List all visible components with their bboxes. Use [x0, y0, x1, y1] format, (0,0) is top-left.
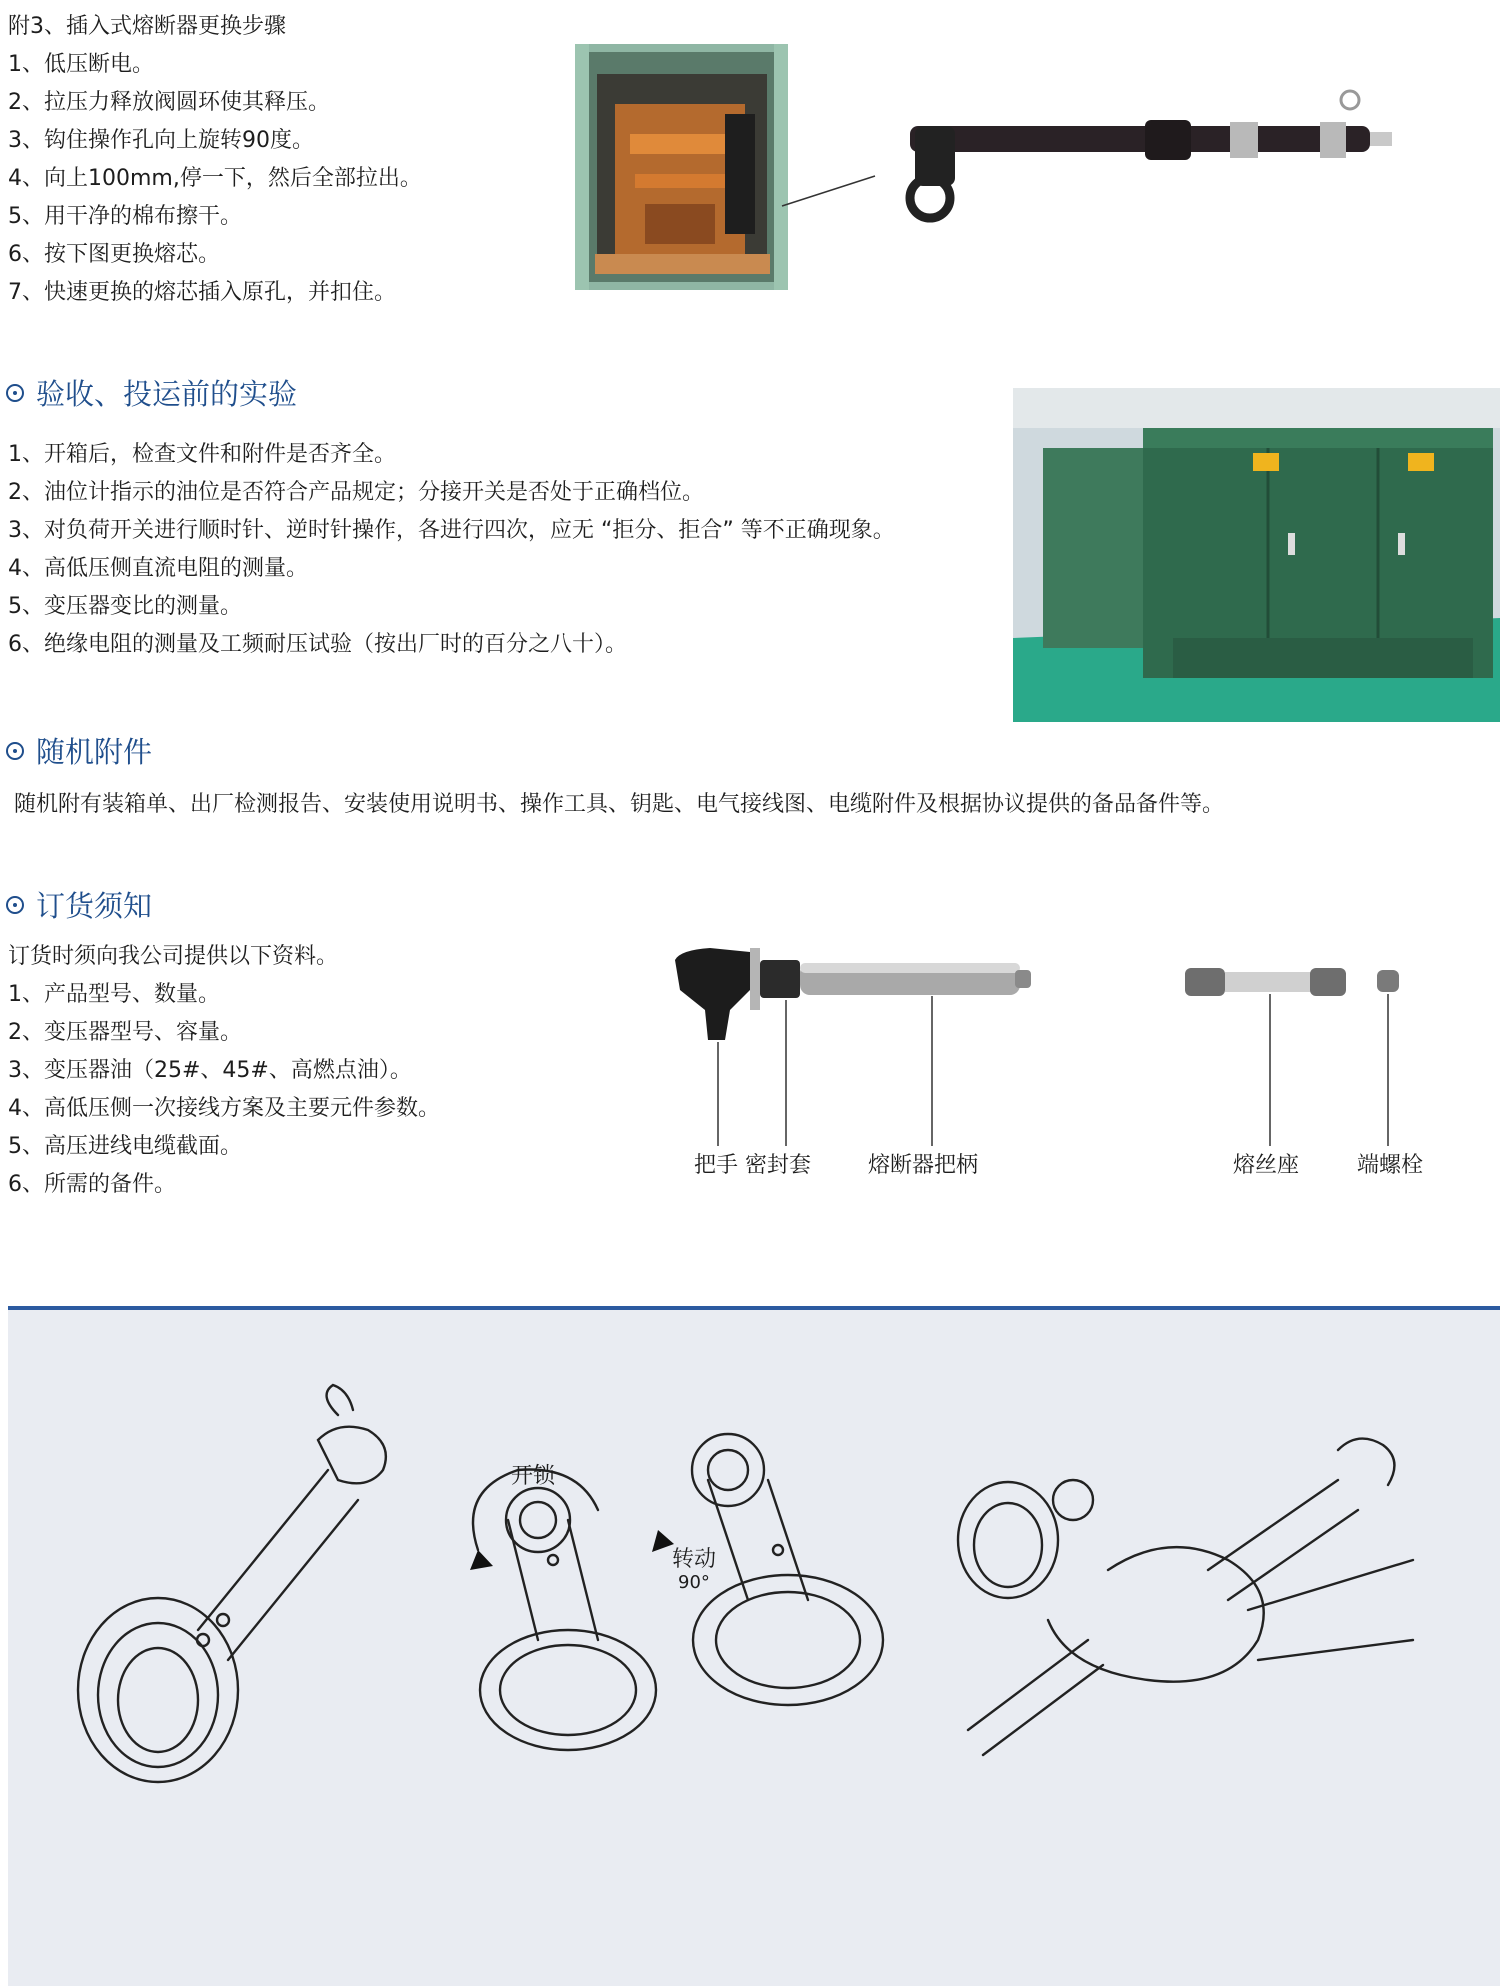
acceptance-item: 4、高低压侧直流电阻的测量。: [8, 556, 308, 581]
illustration-panel: [8, 1306, 1500, 1986]
acceptance-item: 3、对负荷开关进行顺时针、逆时针操作，各进行四次，应无 “拒分、拒合” 等不正确现象。: [8, 518, 895, 543]
order-heading: [6, 884, 152, 925]
step-item: 6、按下图更换熔芯。: [8, 242, 220, 267]
acceptance-item: 5、变压器变比的测量。: [8, 594, 242, 619]
target-icon: [6, 896, 24, 914]
target-icon: [6, 742, 24, 760]
acceptance-item: 6、绝缘电阻的测量及工频耐压试验（按出厂时的百分之八十）。: [8, 632, 627, 657]
step-item: 4、向上100mm,停一下，然后全部拉出。: [8, 166, 422, 191]
accessories-heading: [6, 730, 152, 771]
step-item: 2、拉压力释放阀圆环使其释压。: [8, 90, 330, 115]
acceptance-item: 1、开箱后，检查文件和附件是否齐全。: [8, 442, 396, 467]
step-item: 7、快速更换的熔芯插入原孔，并扣住。: [8, 280, 396, 305]
fuse-operation-line-drawings: [8, 1310, 1500, 1986]
transformer-cabinet-photo: [1013, 388, 1500, 722]
order-item: 1、产品型号、数量。: [8, 982, 220, 1007]
acceptance-heading-text: 验收、投运前的实验: [36, 377, 298, 411]
order-item: 2、变压器型号、容量。: [8, 1020, 242, 1045]
rotate-angle-label: 90°: [678, 1572, 710, 1593]
accessories-heading-text: 随机附件: [36, 735, 153, 769]
order-item: 5、高压进线电缆截面。: [8, 1134, 242, 1159]
order-item: 6、所需的备件。: [8, 1172, 176, 1197]
acceptance-item: 2、油位计指示的油位是否符合产品规定；分接开关是否处于正确档位。: [8, 480, 704, 505]
order-intro: 订货时须向我公司提供以下资料。: [8, 944, 339, 969]
step-item: 1、低压断电。: [8, 52, 154, 77]
plug-in-fuse-photo: [890, 86, 1402, 236]
label-handle-seal: 把手 密封套: [694, 1153, 811, 1178]
leader-line: [780, 170, 880, 210]
fuse-parts-photo: [670, 930, 1470, 1150]
cabinet-interior-photo: [575, 44, 788, 290]
acceptance-heading: [6, 372, 297, 413]
target-icon: [6, 384, 24, 402]
label-end-bolt: 端螺栓: [1357, 1153, 1424, 1178]
label-fuse-base: 熔丝座: [1233, 1153, 1300, 1178]
unlock-label: 开锁: [511, 1464, 556, 1489]
label-fuse-holder: 熔断器把柄: [868, 1153, 979, 1178]
fuse-replacement-title: 附3、插入式熔断器更换步骤: [8, 14, 286, 39]
order-item: 4、高低压侧一次接线方案及主要元件参数。: [8, 1096, 440, 1121]
order-heading-text: 订货须知: [36, 889, 153, 923]
step-item: 3、钩住操作孔向上旋转90度。: [8, 128, 314, 153]
rotate-label: 转动: [672, 1547, 717, 1572]
step-item: 5、用干净的棉布擦干。: [8, 204, 242, 229]
accessories-text: 随机附有装箱单、出厂检测报告、安装使用说明书、操作工具、钥匙、电气接线图、电缆附件及根据协议提供的备品备件等。: [14, 792, 1225, 817]
order-item: 3、变压器油（25#、45#、高燃点油）。: [8, 1058, 412, 1083]
